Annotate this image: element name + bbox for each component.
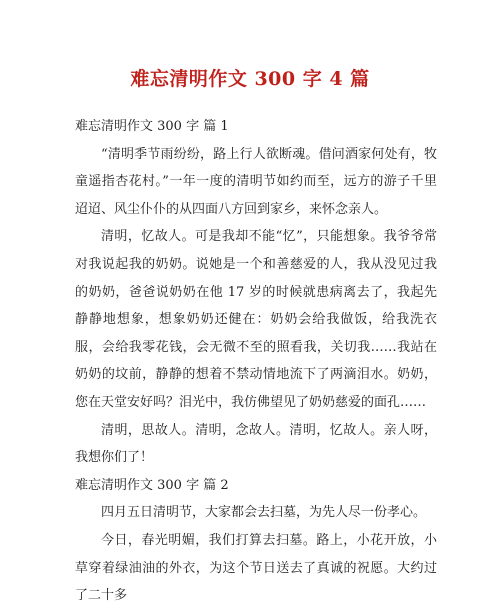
- section-2-heading: 难忘清明作文 300 字 篇 2: [75, 477, 229, 493]
- section-1-paragraph-2: 清明，忆故人。可是我却不能“忆”，只能想象。我爷爷常对我说起我的奶奶。说她是一个和善慈爱的人，我从没见过我的奶奶，爸爸说奶奶在他 17 岁的时候就患病离去了，我起先静静地想象，想象奶奶还健在：奶奶会给我做饭，给我洗衣服，会给我零花钱，会无微不至的照看我，关切我……我站在奶奶的坟前，静静的想着不禁动情地流下了两滴泪水。奶奶，您在天堂安好吗？泪光中，我仿佛望见了奶奶慈爱的面孔……: [75, 229, 437, 410]
- section-1-heading: 难忘清明作文 300 字 篇 1: [75, 119, 229, 134]
- section-2-paragraph-1: 四月五日清明节，大家都会去扫墓，为先人尽一份孝心。: [101, 505, 427, 521]
- document-body: [75, 113, 437, 610]
- section-1-paragraph-1: “清明季节雨纷纷，路上行人欲断魂。借问酒家何处有，牧童遥指杏花村。”一年一度的清明节如约而至，远方的游子千里迢迢、风尘仆仆的从四面八方回到家乡，来怀念亲人。: [75, 146, 437, 217]
- document-title: 难忘清明作文 300 字 4 篇: [130, 68, 370, 90]
- section-1-paragraph-3: 清明，思故人。清明，念故人。清明，忆故人。亲人呀，我想你们了！: [75, 422, 437, 466]
- section-2-paragraph-2: 今日，春光明媚，我们打算去扫墓。路上，小花开放，小草穿着绿油油的外衣，为这个节日送去了真诚的祝愿。大约过了二十多: [75, 532, 437, 604]
